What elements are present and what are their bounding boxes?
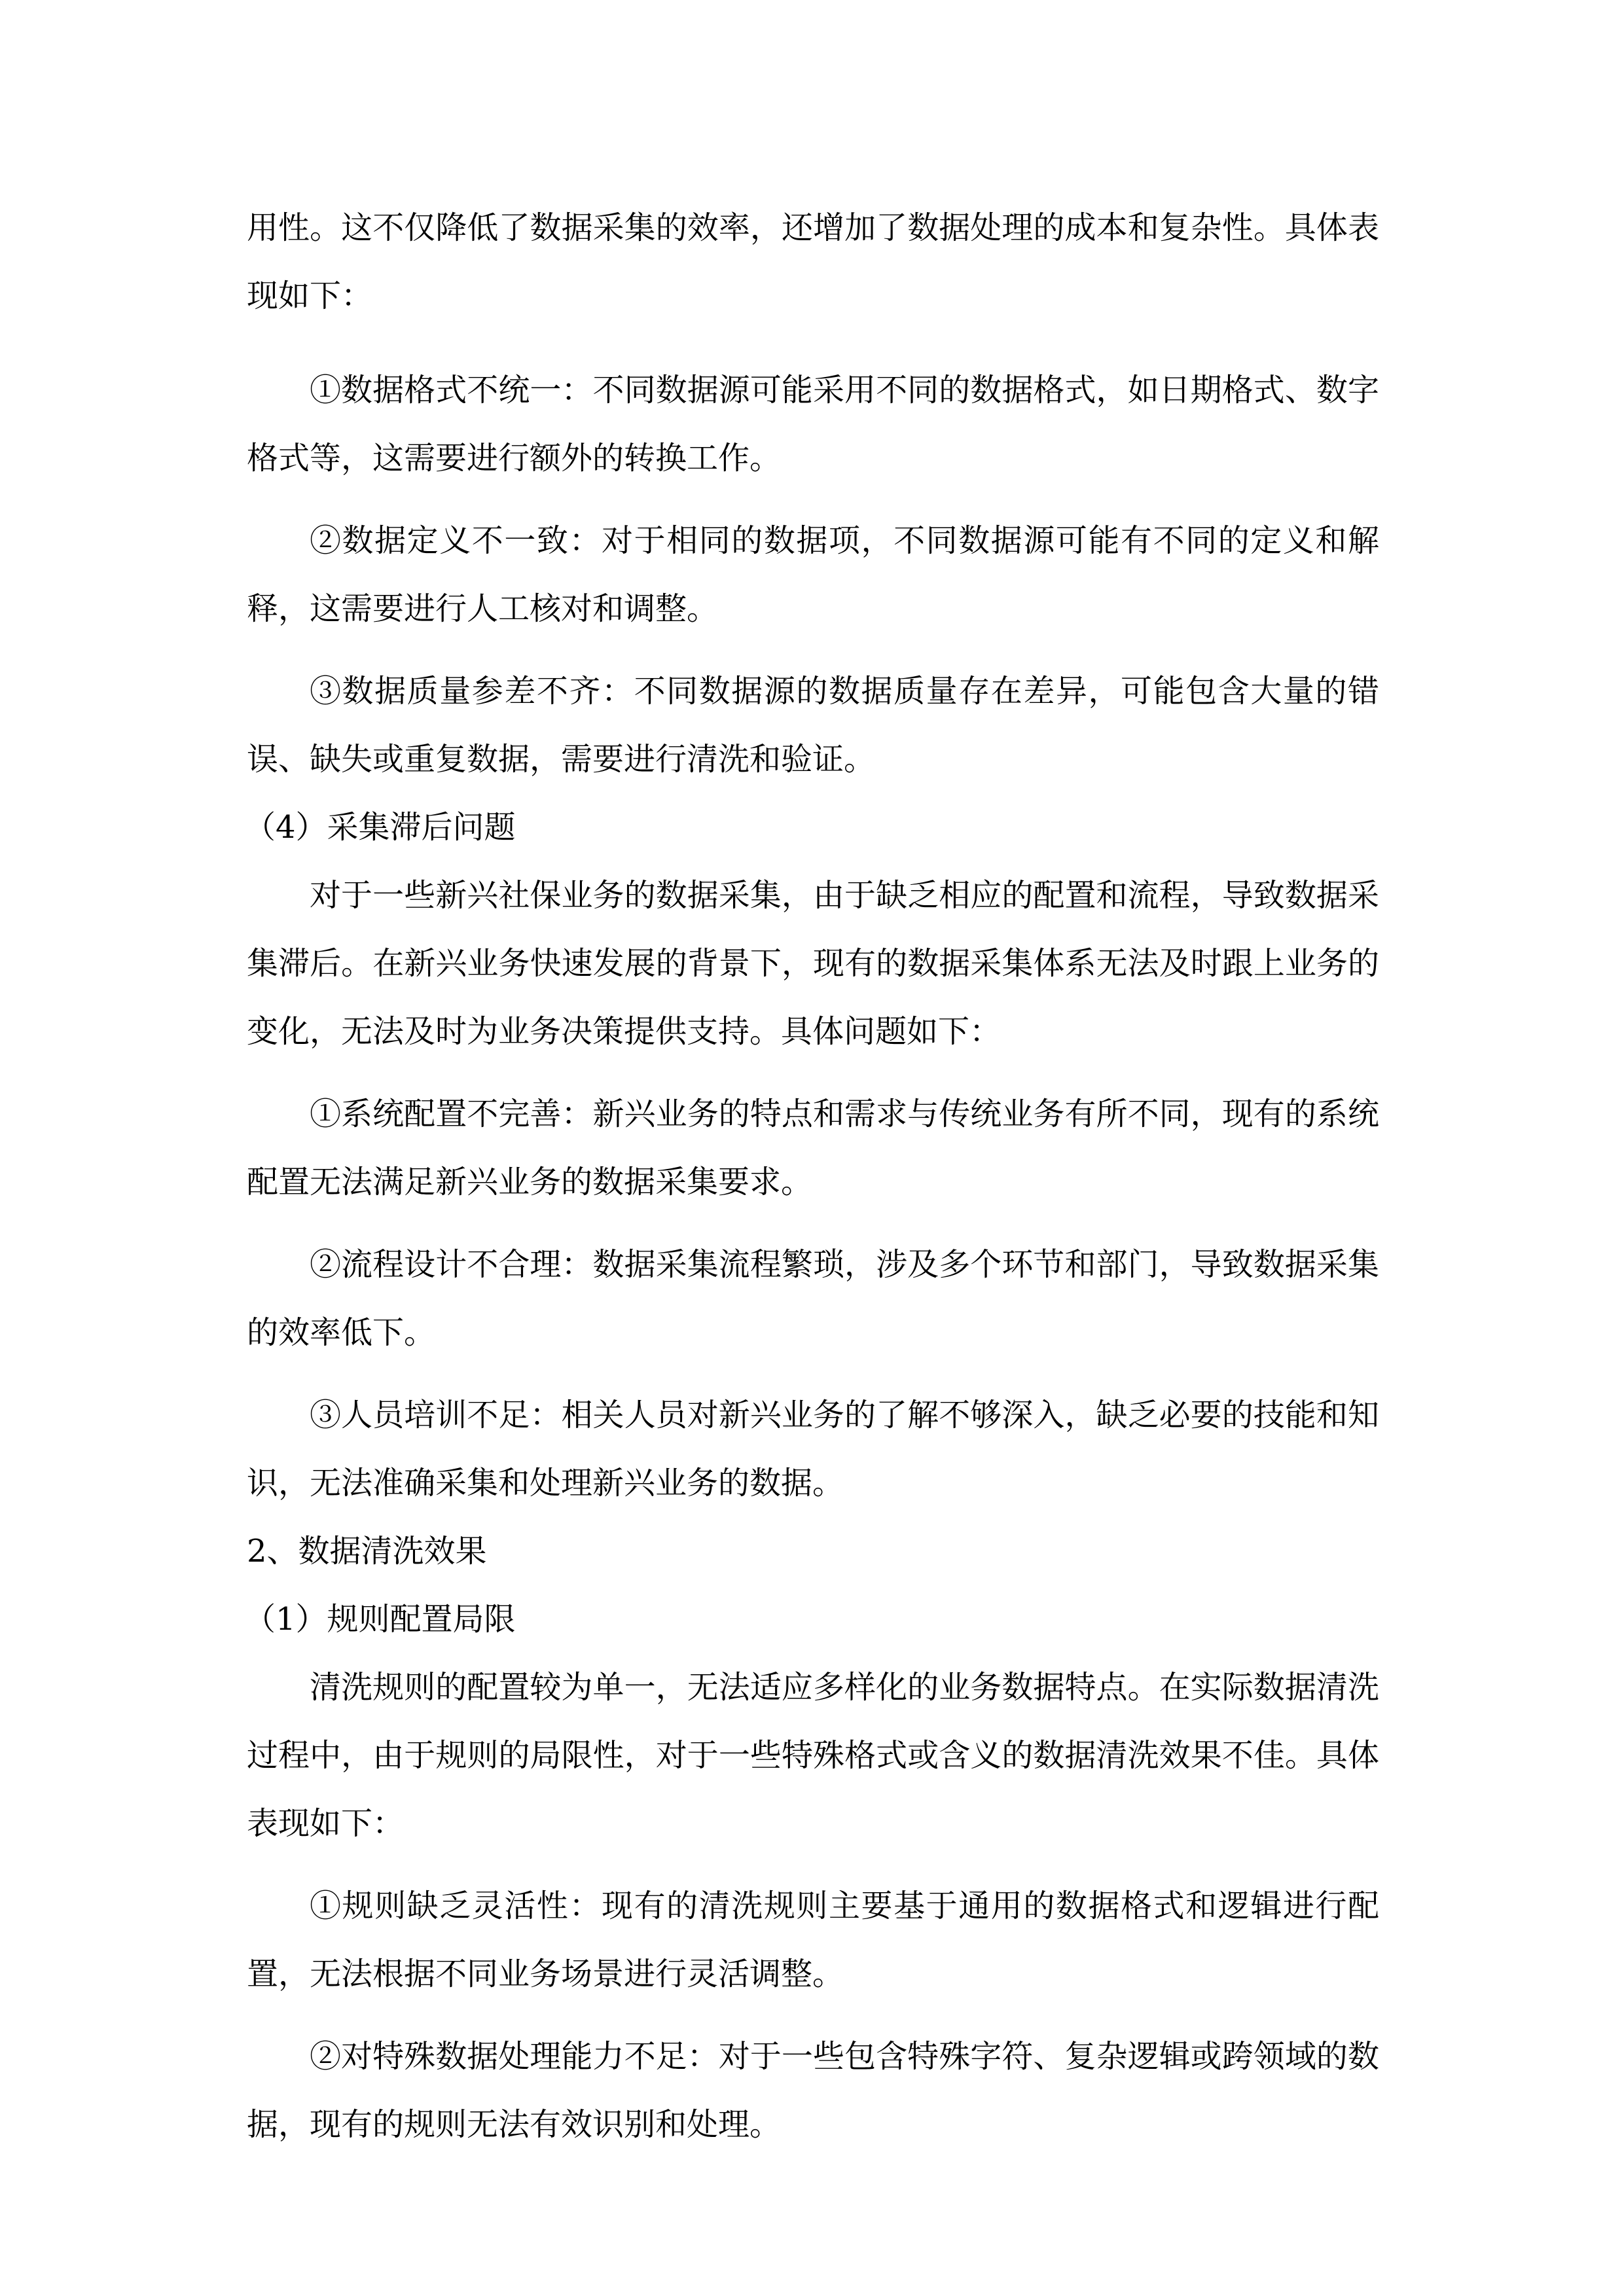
list-item-system-config: ①系统配置不完善：新兴业务的特点和需求与传统业务有所不同，现有的系统配置无法满足新兴业务的数据采集要求。	[247, 1096, 1379, 1200]
paragraph-rule-limits: 清洗规则的配置较为单一，无法适应多样化的业务数据特点。在实际数据清洗过程中，由于规则的局限性，对于一些特殊格式或含义的数据清洗效果不佳。具体表现如下：	[247, 1669, 1379, 1842]
section-heading-collection-lag: （4）采集滞后问题	[244, 809, 516, 846]
list-item-definition-inconsistency: ②数据定义不一致：对于相同的数据项，不同数据源可能有不同的定义和解释，这需要进行人工核对和调整。	[247, 522, 1379, 627]
section-heading-data-cleaning: 2、数据清洗效果	[247, 1533, 487, 1570]
list-item-special-data: ②对特殊数据处理能力不足：对于一些包含特殊字符、复杂逻辑或跨领域的数据，现有的规则无法有效识别和处理。	[247, 2038, 1379, 2143]
list-item-format-inconsistency: ①数据格式不统一：不同数据源可能采用不同的数据格式，如日期格式、数字格式等，这需要进行额外的转换工作。	[247, 372, 1379, 476]
list-item-quality-variance: ③数据质量参差不齐：不同数据源的数据质量存在差异，可能包含大量的错误、缺失或重复数据，需要进行清洗和验证。	[247, 673, 1379, 778]
document-body	[244, 194, 1379, 2173]
list-item-rule-flexibility: ①规则缺乏灵活性：现有的清洗规则主要基于通用的数据格式和逻辑进行配置，无法根据不同业务场景进行灵活调整。	[247, 1888, 1379, 1992]
list-item-staff-training: ③人员培训不足：相关人员对新兴业务的了解不够深入，缺乏必要的技能和知识，无法准确采集和处理新兴业务的数据。	[247, 1397, 1379, 1501]
paragraph-continuation: 用性。这不仅降低了数据采集的效率，还增加了数据处理的成本和复杂性。具体表现如下：	[247, 209, 1379, 314]
paragraph-collection-lag: 对于一些新兴社保业务的数据采集，由于缺乏相应的配置和流程，导致数据采集滞后。在新兴业务快速发展的背景下，现有的数据采集体系无法及时跟上业务的变化，无法及时为业务决策提供支持。具体问题如下：	[247, 877, 1379, 1050]
list-item-process-design: ②流程设计不合理：数据采集流程繁琐，涉及多个环节和部门，导致数据采集的效率低下。	[247, 1246, 1379, 1351]
section-heading-rule-limits: （1）规则配置局限	[244, 1601, 516, 1638]
